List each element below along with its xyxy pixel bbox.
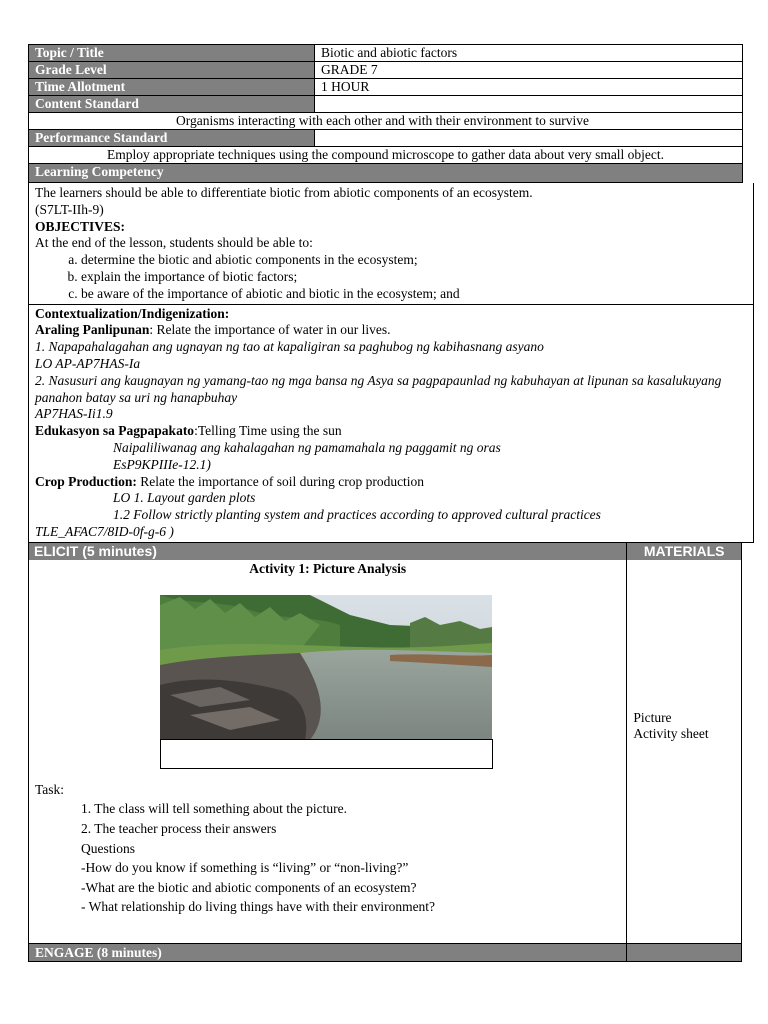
row-value: 1 HOUR [315,79,743,96]
ap-code-1: LO AP-AP7HAS-Ia [35,355,141,371]
objective-item: c. be aware of the importance of abiotic and biotic in the ecosystem; and [81,286,747,303]
task-item: 1. The class will tell something about the picture. [81,801,347,817]
learning-competency-body [28,183,754,305]
objectives-intro: At the end of the lesson, students should be able to: [35,235,313,251]
info-row [29,79,743,96]
info-row [29,62,743,79]
elicit-header: ELICIT (5 minutes) [29,543,626,560]
task-block [35,780,435,917]
elicit-section [28,543,742,944]
content-standard-row [29,96,743,113]
objectives-list [35,252,747,302]
activity-title: Activity 1: Picture Analysis [249,560,407,576]
ap-text: : Relate the importance of water in our lives. [149,322,391,338]
row-label: Grade Level [29,62,315,79]
esp-label: Edukasyon sa Pagpapakato [35,423,195,439]
competency-statement: The learners should be able to differentiate biotic from abiotic components of an ecosystem. [35,185,533,200]
competency-code: (S7LT-IIh-9) [35,201,104,217]
lesson-plan [28,44,742,962]
river-landscape-image [160,595,492,740]
esp-code: EsP9KPIIIe-12.1) [113,456,211,472]
crop-line-2: 1.2 Follow strictly planting system and practices according to approved cultural practices [113,507,601,523]
esp-line: Naipaliliwanag ang kahalagahan ng pamamahala ng paggamit ng oras [113,439,501,455]
learning-competency-label: Learning Competency [29,164,743,183]
task-item: -How do you know if something is “living” or “non-living?” [81,860,409,876]
performance-standard-row [29,130,743,147]
materials-list [633,710,708,742]
info-table [28,44,743,183]
crop-code: TLE_AFAC7/8ID-0f-g-6 ) [35,523,174,539]
row-value: GRADE 7 [315,62,743,79]
task-label: Task: [35,781,65,797]
task-item: 2. The teacher process their answers [81,820,277,836]
ap-line-2: 2. Nasusuri ang kaugnayan ng yamang-tao ng mga bansa ng Asya sa pagpapaunlad ng kabuhayan at lipunan sa kasalukuyang panahon batay sa uri ng hanapbuhay [35,372,722,405]
materials-header: MATERIALS [627,543,741,560]
ap-line-1: 1. Napapahalagahan ang ugnayan ng tao at kapaligiran sa paghubog ng kabihasnang asyano [35,339,544,355]
picture-caption-box [160,739,493,769]
content-standard-label: Content Standard [29,96,315,113]
content-standard-text: Organisms interacting with each other and with their environment to survive [29,113,743,130]
crop-label: Crop Production: [35,473,137,489]
river-photo [160,595,492,740]
contextualization-section [28,305,754,543]
task-item: Questions [81,840,135,856]
task-item: - What relationship do living things have with their environment? [81,899,436,915]
performance-standard-label: Performance Standard [29,130,315,147]
ap-label: Araling Panlipunan [35,322,150,338]
row-value: Biotic and abiotic factors [315,45,743,62]
esp-text: :Telling Time using the sun [194,423,342,439]
row-label: Topic / Title [29,45,315,62]
materials-column [627,543,742,944]
row-label: Time Allotment [29,79,315,96]
info-row [29,45,743,62]
task-item: -What are the biotic and abiotic components of an ecosystem? [81,879,417,895]
crop-line-1: LO 1. Layout garden plots [113,490,256,506]
objectives-label: OBJECTIVES: [35,218,126,234]
objective-item: a. determine the biotic and abiotic components in the ecosystem; [81,252,747,269]
crop-text: Relate the importance of soil during crop production [136,473,425,489]
ap-code-2: AP7HAS-Ii1.9 [35,406,113,422]
objective-item: b. explain the importance of biotic factors; [81,269,747,286]
performance-standard-text: Employ appropriate techniques using the compound microscope to gather data about very small object. [29,147,743,164]
contextualization-title: Contextualization/Indigenization: [35,305,230,321]
material-item: Picture [633,709,672,725]
engage-section [28,944,742,962]
material-item: Activity sheet [633,725,709,741]
engage-header: ENGAGE (8 minutes) [28,944,627,962]
